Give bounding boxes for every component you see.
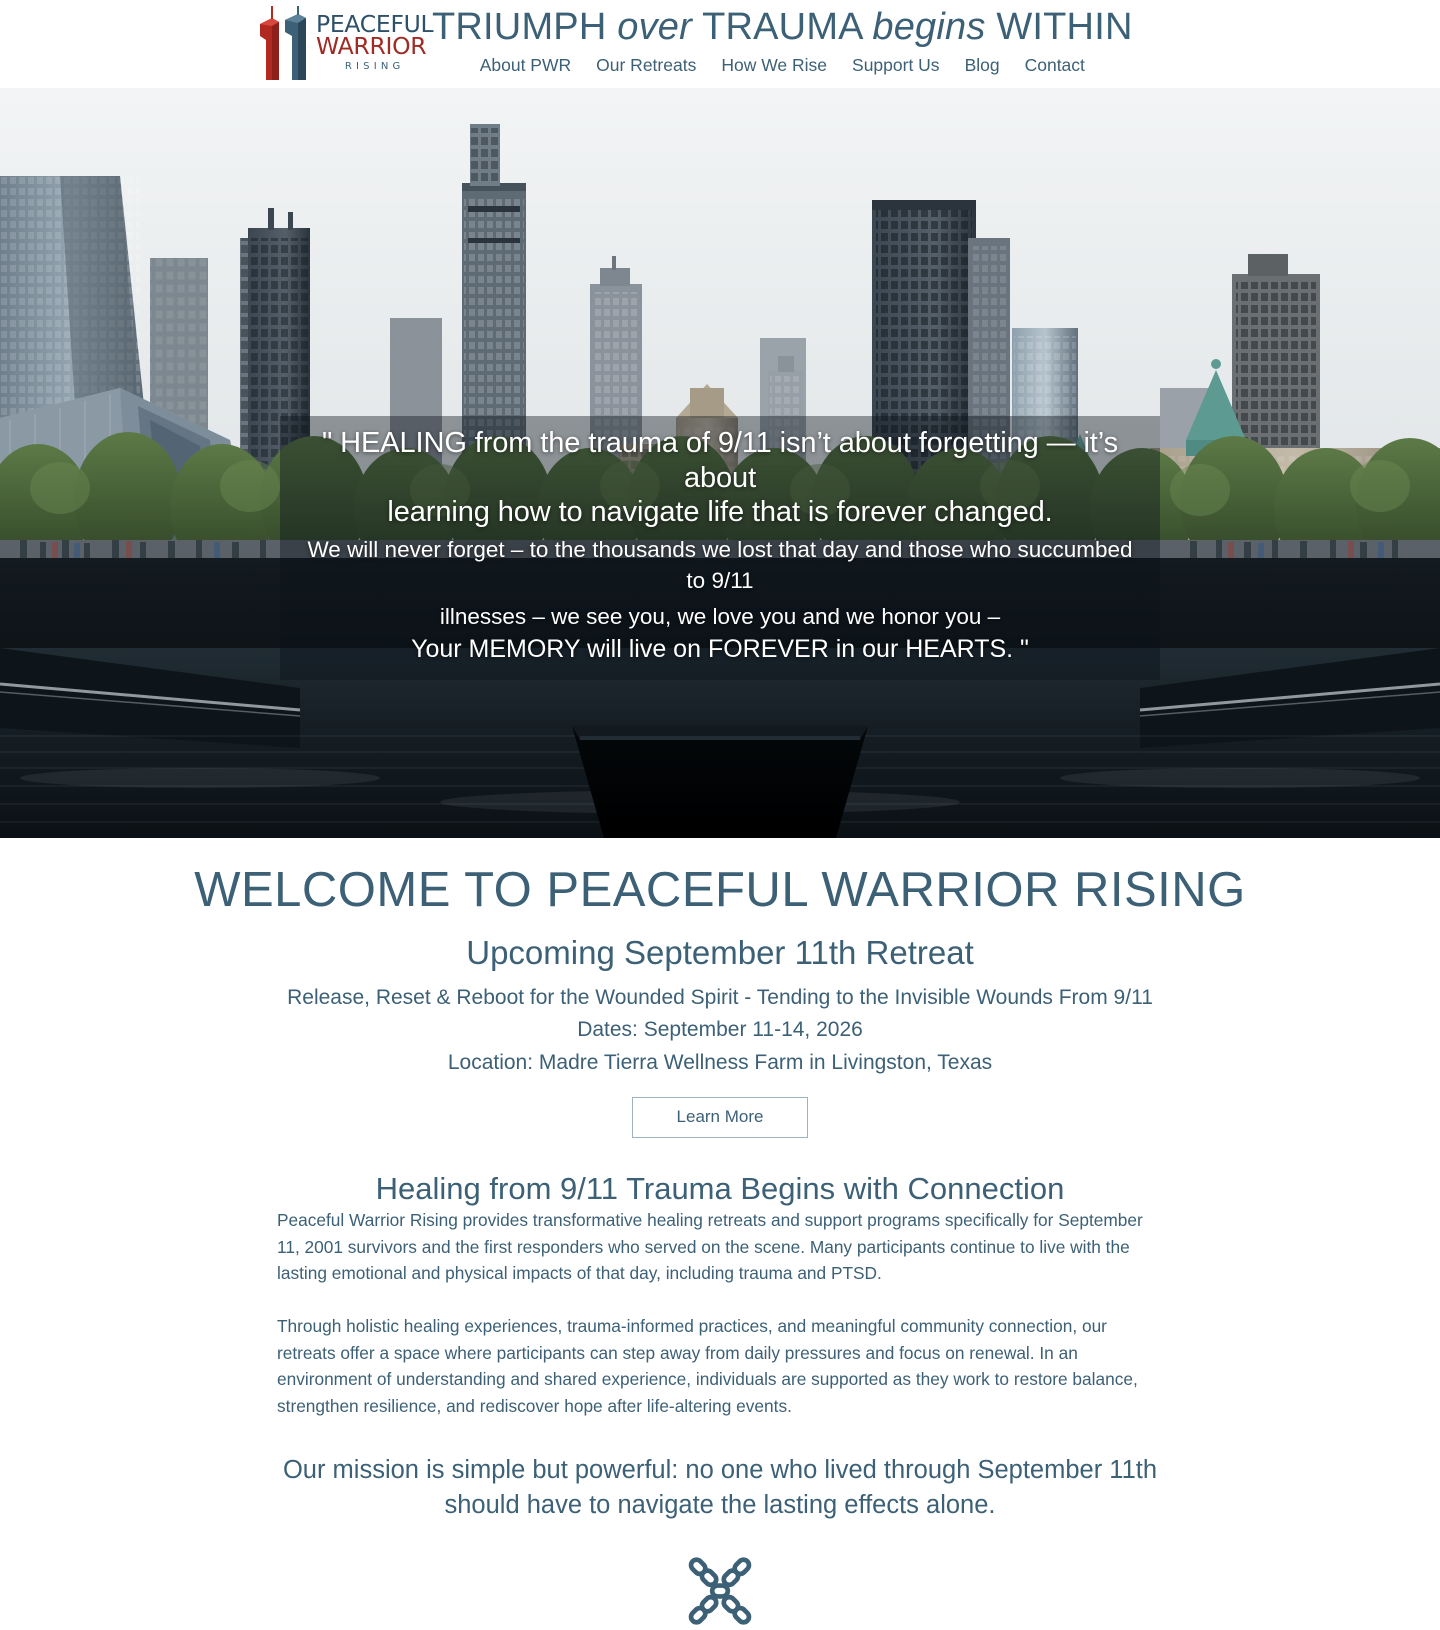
- logo-wordmark: [316, 9, 434, 76]
- logo-line-peaceful: PEACEFUL: [316, 9, 434, 38]
- logo-line-rising: RISING: [344, 60, 405, 72]
- hero-quote-line-4: illnesses – we see you, we love you and we honor you –: [439, 603, 1001, 629]
- nav-item-our-retreats[interactable]: Our Retreats: [596, 54, 697, 75]
- logo-line-warrior: WARRIOR: [316, 32, 427, 60]
- hero-quote-line-3: We will never forget – to the thousands we lost that day and those who succumbed to 9/11: [307, 536, 1133, 593]
- hero-quote-line-1: " HEALING from the trauma of 9/11 isn’t about forgetting — it’s about: [322, 427, 1118, 494]
- tagline-part-2: TRAUMA: [692, 6, 873, 48]
- ornament-container: [0, 1552, 1440, 1630]
- main-navigation[interactable]: [480, 55, 1085, 76]
- welcome-section: [0, 838, 1440, 1630]
- nav-item-contact[interactable]: Contact: [1024, 54, 1085, 75]
- nav-item-about-pwr[interactable]: About PWR: [479, 54, 572, 75]
- retreat-subtitle: Release, Reset & Reboot for the Wounded Spirit - Tending to the Invisible Wounds From 9/11: [287, 985, 1153, 1009]
- page-title: WELCOME TO PEACEFUL WARRIOR RISING: [194, 863, 1246, 917]
- tagline-em-begins: begins: [872, 6, 986, 48]
- chain-link-cross-ornament: [681, 1552, 759, 1630]
- intro-paragraph-2: Through holistic healing experiences, trauma-informed practices, and meaningful community connection, our retreats offer a space where participants can step away from daily pressures and focus on renewal. In an environment of understanding and shared experience, individuals are supported as they work to restore balance, strengthen resilience, and rediscover hope after life-altering events.: [277, 1315, 1138, 1416]
- intro-body-copy: [277, 1207, 1163, 1419]
- tagline-part-3: WITHIN: [985, 6, 1133, 48]
- upcoming-retreat-heading: Upcoming September 11th Retreat: [466, 933, 974, 971]
- nav-item-blog[interactable]: Blog: [964, 54, 1000, 75]
- intro-paragraph-1: Peaceful Warrior Rising provides transformative healing retreats and support programs specifically for September 11, 2001 survivors and the first responders who served on the scene. Many participants continue to live with the lasting emotional and physical impacts of that day, including trauma and PTSD.: [277, 1210, 1143, 1284]
- learn-more-container: [0, 1097, 1440, 1137]
- site-header: [0, 0, 1440, 88]
- hero-quote-overlay: [280, 416, 1160, 680]
- site-tagline: [432, 6, 1133, 49]
- header-right: [432, 0, 1440, 76]
- mission-statement: Our mission is simple but powerful: no one who lived through September 11th should have to navigate the lasting effects alone.: [282, 1456, 1158, 1519]
- learn-more-button[interactable]: Learn More: [632, 1097, 809, 1137]
- nav-item-support-us[interactable]: Support Us: [852, 54, 940, 75]
- site-logo[interactable]: [252, 0, 432, 82]
- tagline-part-1: TRIUMPH: [432, 6, 618, 48]
- retreat-dates: Dates: September 11-14, 2026: [577, 1018, 863, 1042]
- hero-banner: [0, 88, 1440, 838]
- hero-quote-line-2: learning how to navigate life that is forever changed.: [387, 496, 1053, 528]
- twin-towers-logo-mark: [252, 6, 314, 82]
- tagline-em-over: over: [617, 6, 692, 48]
- nav-item-how-we-rise[interactable]: How We Rise: [721, 54, 828, 75]
- retreat-location: Location: Madre Tierra Wellness Farm in Livingston, Texas: [447, 1050, 993, 1074]
- hero-quote-line-5: Your MEMORY will live on FOREVER in our HEARTS. ": [411, 635, 1029, 663]
- connection-heading: Healing from 9/11 Trauma Begins with Connection: [375, 1170, 1065, 1206]
